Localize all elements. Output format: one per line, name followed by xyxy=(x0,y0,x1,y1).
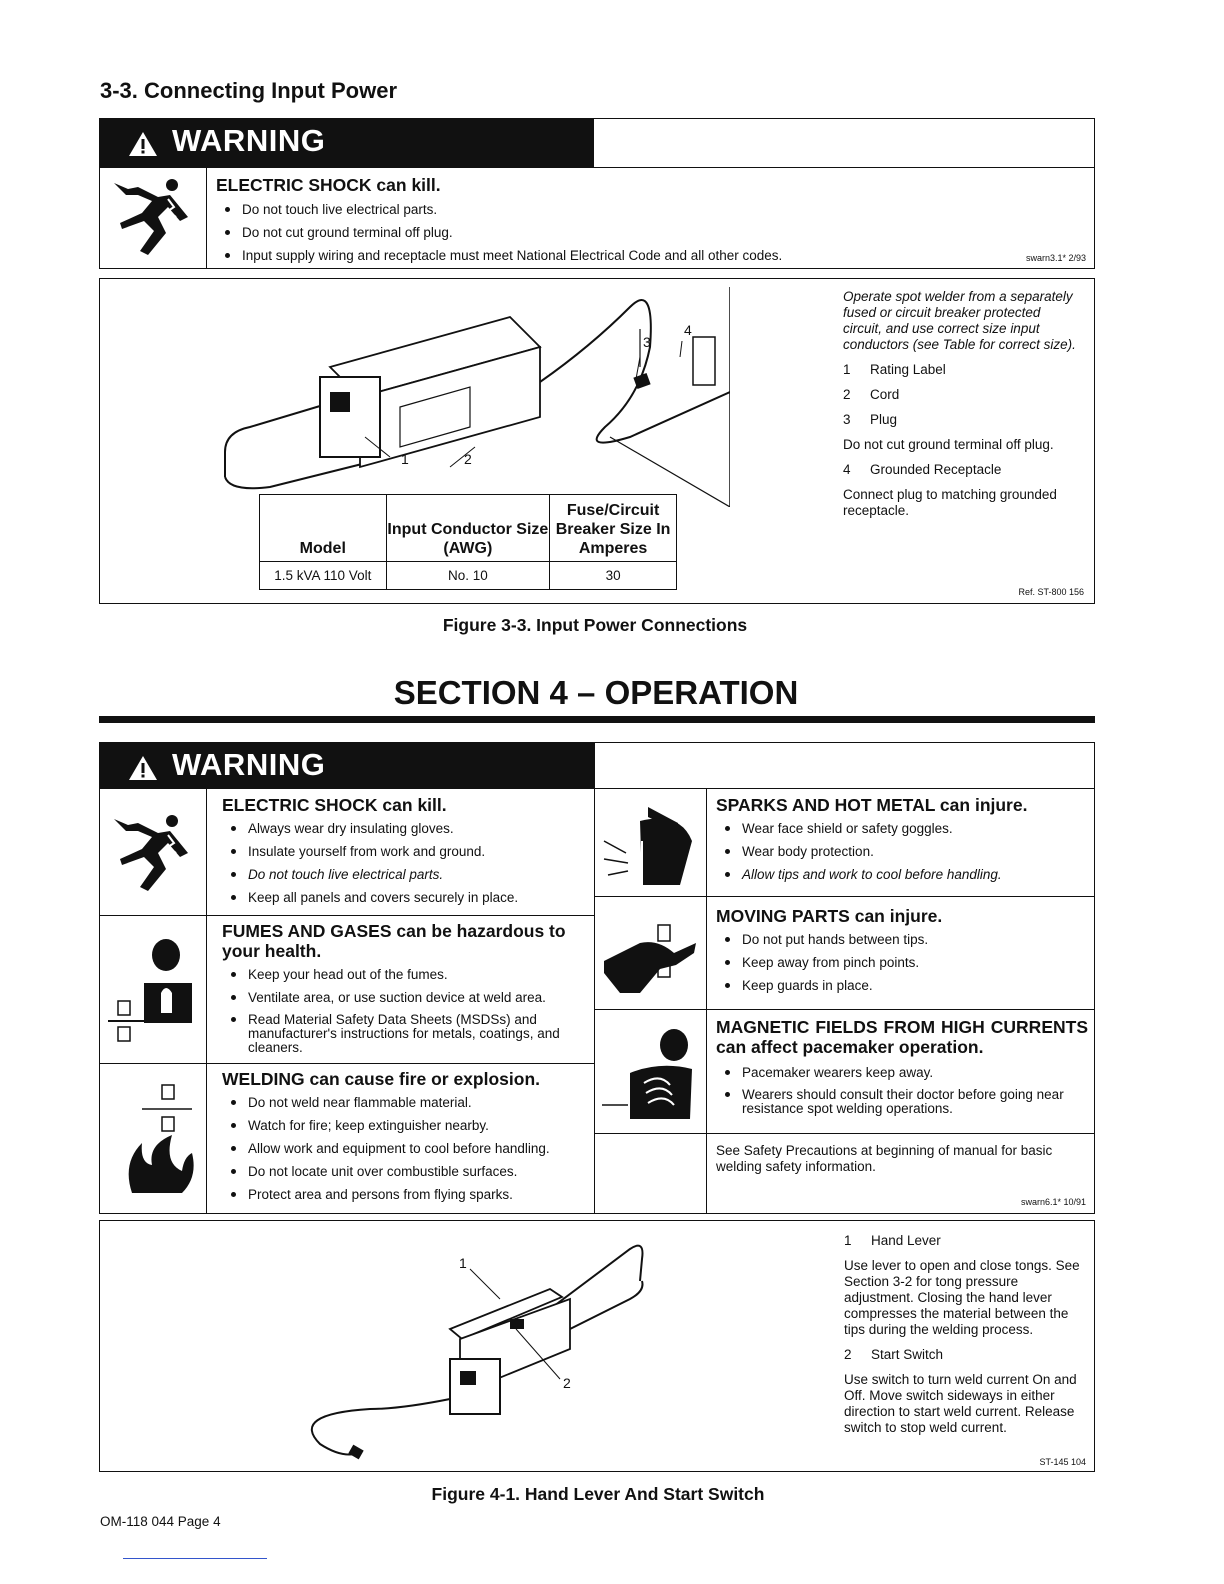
warning-triangle-icon xyxy=(128,755,158,781)
pacemaker-icon xyxy=(600,1023,700,1123)
side-text: Use lever to open and close tongs. See Section 3-2 for tong pressure adjustment. Closing the hand lever compresses the material between the tips during the welding process. xyxy=(844,1258,1080,1337)
fumes-icon xyxy=(106,933,202,1053)
side-item: 2 Start Switch xyxy=(844,1347,944,1362)
side-item: 1 Hand Lever xyxy=(844,1233,941,1248)
table-header-conductor: Input Conductor Size (AWG) xyxy=(386,495,550,562)
reference-code: swarn3.1* 2/93 xyxy=(1025,253,1086,263)
warning-box-electric xyxy=(99,118,1095,269)
table-cell: 1.5 kVA 110 Volt xyxy=(260,562,387,590)
figure-side-text xyxy=(843,289,1079,528)
figure-4-1-box xyxy=(99,1220,1095,1472)
bullet-item: Do not weld near flammable material. xyxy=(222,1091,590,1114)
bullet-item: Input supply wiring and receptacle must meet National Electrical Code and all other codes. xyxy=(216,244,1086,267)
bullet-item: Do not put hands between tips. xyxy=(716,928,1088,951)
side-item: 2 Cord xyxy=(843,387,900,402)
footer-link-rule xyxy=(123,1558,267,1559)
page-footer: OM-118 044 Page 4 xyxy=(100,1514,221,1529)
hazard-title: SPARKS AND HOT METAL can injure. xyxy=(716,795,1028,815)
warning-label: WARNING xyxy=(172,747,326,782)
side-item: 3 Plug xyxy=(843,412,898,427)
hazard-title: FUMES AND GASES can be hazardous to your health. xyxy=(222,921,566,961)
figure-side-text xyxy=(844,1233,1080,1445)
section-title: SECTION 4 – OPERATION xyxy=(393,674,799,711)
table-header-model: Model xyxy=(260,495,387,562)
callout-3: 3 xyxy=(643,334,651,350)
spot-welder-illustration xyxy=(210,287,730,507)
table-header-fuse: Fuse/Circuit Breaker Size In Amperes xyxy=(550,495,677,562)
input-conductor-table xyxy=(259,494,677,590)
bullet-item: Do not touch live electrical parts. xyxy=(216,198,1086,221)
figure-caption: Figure 4-1. Hand Lever And Start Switch xyxy=(431,1484,765,1504)
bullet-item: Keep away from pinch points. xyxy=(716,951,1088,974)
bullet-item: Allow work and equipment to cool before handling. xyxy=(222,1137,590,1160)
bullet-item: Keep guards in place. xyxy=(716,974,1088,997)
figure-caption: Figure 3-3. Input Power Connections xyxy=(442,615,748,635)
warning-header xyxy=(100,743,594,788)
section-rule xyxy=(99,716,1095,723)
side-item: 4 Grounded Receptacle xyxy=(843,462,1002,477)
warning-label: WARNING xyxy=(172,123,326,158)
callout-1: 1 xyxy=(401,451,409,467)
side-note: Connect plug to matching grounded receptacle. xyxy=(843,487,1057,518)
callout-2: 2 xyxy=(464,451,472,467)
callout-1: 1 xyxy=(459,1255,467,1271)
warning-header xyxy=(100,119,594,167)
hazard-title: WELDING can cause fire or explosion. xyxy=(222,1069,540,1089)
side-note: Do not cut ground terminal off plug. xyxy=(843,437,1054,452)
bullet-item: Read Material Safety Data Sheets (MSDSs) and manufacturer's instructions for metals, coatings, and cleaners. xyxy=(222,1009,590,1059)
hand-lever-illustration xyxy=(300,1229,660,1464)
bullet-item: Keep your head out of the fumes. xyxy=(222,963,590,986)
bullet-item: Wear body protection. xyxy=(716,840,1088,863)
moving-parts-icon xyxy=(600,913,700,1003)
hazard-title: ELECTRIC SHOCK can kill. xyxy=(222,795,447,815)
reference-code: swarn6.1* 10/91 xyxy=(1020,1197,1086,1207)
side-text: Use switch to turn weld current On and Off. Move switch sideways in either direction to start weld current. Release switch to stop weld current. xyxy=(844,1372,1077,1435)
bullet-item: Watch for fire; keep extinguisher nearby. xyxy=(222,1114,590,1137)
bullet-item: Wear face shield or safety goggles. xyxy=(716,817,1088,840)
table-cell: 30 xyxy=(550,562,677,590)
sparks-hot-metal-icon xyxy=(600,801,700,891)
side-intro: Operate spot welder from a separately fused or circuit breaker protected circuit, and use correct size input conductors (see Table for correct size). xyxy=(843,289,1076,352)
warning-triangle-icon xyxy=(128,131,158,157)
hazard-title: MOVING PARTS can injure. xyxy=(716,906,943,926)
fire-explosion-icon xyxy=(112,1073,202,1193)
hazard-title: MAGNETIC FIELDS FROM HIGH CURRENTS can affect pacemaker operation. xyxy=(716,1017,1088,1057)
bullet-item: Always wear dry insulating gloves. xyxy=(222,817,590,840)
figure-ref: Ref. ST-800 156 xyxy=(1018,587,1084,597)
callout-4: 4 xyxy=(684,322,692,338)
warning-box-operation xyxy=(99,742,1095,1214)
figure-ref: ST-145 104 xyxy=(1039,1457,1086,1467)
figure-3-3-box xyxy=(99,278,1095,604)
side-item: 1 Rating Label xyxy=(843,362,946,377)
bullet-item: Pacemaker wearers keep away. xyxy=(716,1061,1088,1084)
bullet-item: Keep all panels and covers securely in place. xyxy=(222,886,590,909)
bullet-item: Do not touch live electrical parts. xyxy=(222,863,590,886)
safety-note: See Safety Precautions at beginning of manual for basic welding safety information. xyxy=(716,1143,1053,1174)
callout-2: 2 xyxy=(563,1375,571,1391)
bullet-item: Wearers should consult their doctor before going near resistance spot welding operations. xyxy=(716,1084,1088,1120)
table-cell: No. 10 xyxy=(386,562,550,590)
bullet-item: Insulate yourself from work and ground. xyxy=(222,840,590,863)
bullet-item: Protect area and persons from flying sparks. xyxy=(222,1183,590,1206)
section-heading: 3-3. Connecting Input Power xyxy=(100,78,398,103)
hazard-title: ELECTRIC SHOCK can kill. xyxy=(216,175,441,195)
bullet-item: Ventilate area, or use suction device at weld area. xyxy=(222,986,590,1009)
bullet-item: Do not locate unit over combustible surfaces. xyxy=(222,1160,590,1183)
bullet-item: Do not cut ground terminal off plug. xyxy=(216,221,1086,244)
bullet-item: Allow tips and work to cool before handling. xyxy=(716,863,1088,886)
electric-shock-icon xyxy=(108,177,198,259)
electric-shock-icon xyxy=(108,813,198,895)
